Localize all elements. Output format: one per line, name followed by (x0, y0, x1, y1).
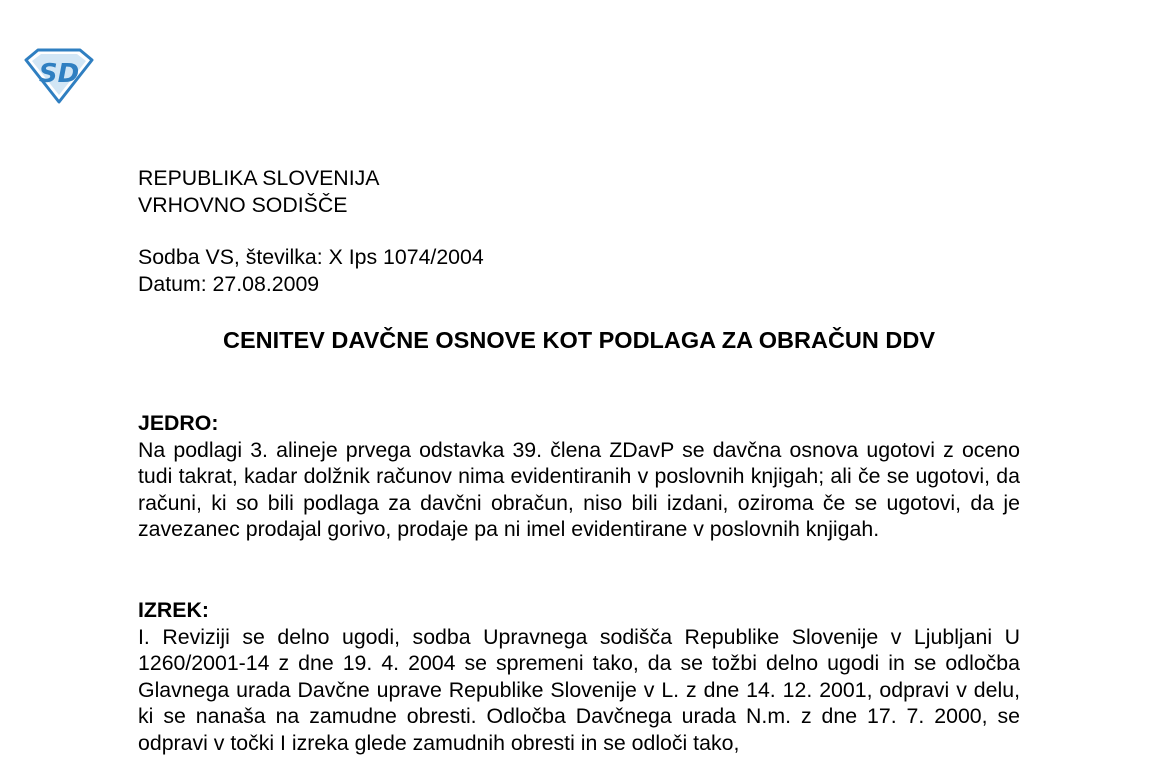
case-date: Datum: 27.08.2009 (138, 271, 320, 296)
jedro-heading: JEDRO: (138, 411, 219, 435)
court-logo-icon (22, 48, 96, 104)
izrek-heading: IZREK: (138, 598, 209, 622)
case-number: Sodba VS, številka: X Ips 1074/2004 (138, 245, 484, 270)
document-title: CENITEV DAVČNE OSNOVE KOT PODLAGA ZA OBRAČUN DDV (223, 327, 935, 353)
izrek-text: I. Reviziji se delno ugodi, sodba Upravnega sodišča Republike Slovenije v Ljubljani U 1260/2001-14 z dne 19. 4. 2004 se spremeni tako, da se tožbi delno ugodi in se odločba Glavnega urada Davčne uprave Republike Slovenije v L. z dne 14. 12. 2001, odpravi v delu, ki se nanaša na zamudne obresti. Odločba Davčnega urada N.m. z dne 17. 7. 2000, se odpravi v točki I izreka glede zamudnih obresti in se odloči tako, (138, 624, 1020, 755)
header-court: VRHOVNO SODIŠČE (138, 192, 348, 217)
document-page (138, 165, 1020, 755)
jedro-text: Na podlagi 3. alineje prvega odstavka 39. člena ZDavP se davčna osnova ugotovi z oceno tudi takrat, kadar dolžnik računov nima evidentiranih v poslovnih knjigah; ali če se ugotovi, da računi, ki so bili podlaga za davčni obračun, niso bili izdani, oziroma če se ugotovi, da je zavezanec prodajal gorivo, prodaje pa ni imel evidentirane v poslovnih knjigah. (138, 437, 1020, 542)
logo-text: SD (38, 59, 80, 89)
section-izrek (138, 597, 1020, 757)
section-jedro (138, 410, 1020, 543)
header-republic: REPUBLIKA SLOVENIJA (138, 166, 380, 190)
